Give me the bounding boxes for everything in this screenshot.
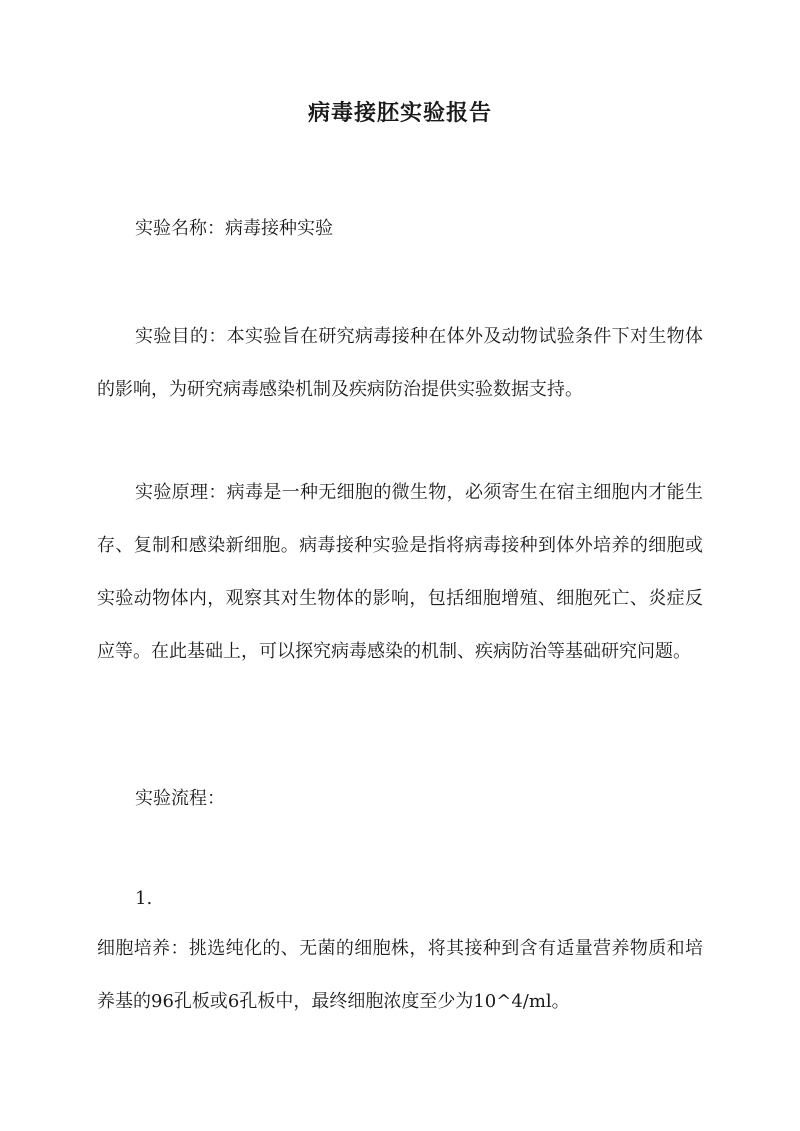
- procedure-heading: 实验流程：: [135, 788, 225, 809]
- experiment-principle: 实验原理：病毒是一种无细胞的微生物，必须寄生在宿主细胞内才能生存、复制和感染新细胞。病毒接种实验是指将病毒接种到体外培养的细胞或实验动物体内，观察其对生物体的影响，包括细胞增殖、细胞死亡、炎症反应等。在此基础上，可以探究病毒感染的机制、疾病防治等基础研究问题。: [97, 482, 703, 662]
- document-title: 病毒接胚实验报告: [307, 100, 492, 126]
- step-text: 细胞培养：挑选纯化的、无菌的细胞株，将其接种到含有适量营养物质和培养基的96孔板或6孔板中，最终细胞浓度至少为10^4/ml。: [97, 938, 703, 1012]
- step-number: 1.: [135, 888, 153, 909]
- experiment-purpose: 实验目的：本实验旨在研究病毒接种在体外及动物试验条件下对生物体的影响，为研究病毒感染机制及疾病防治提供实验数据支持。: [97, 326, 703, 400]
- experiment-name: 实验名称：病毒接种实验: [135, 218, 333, 239]
